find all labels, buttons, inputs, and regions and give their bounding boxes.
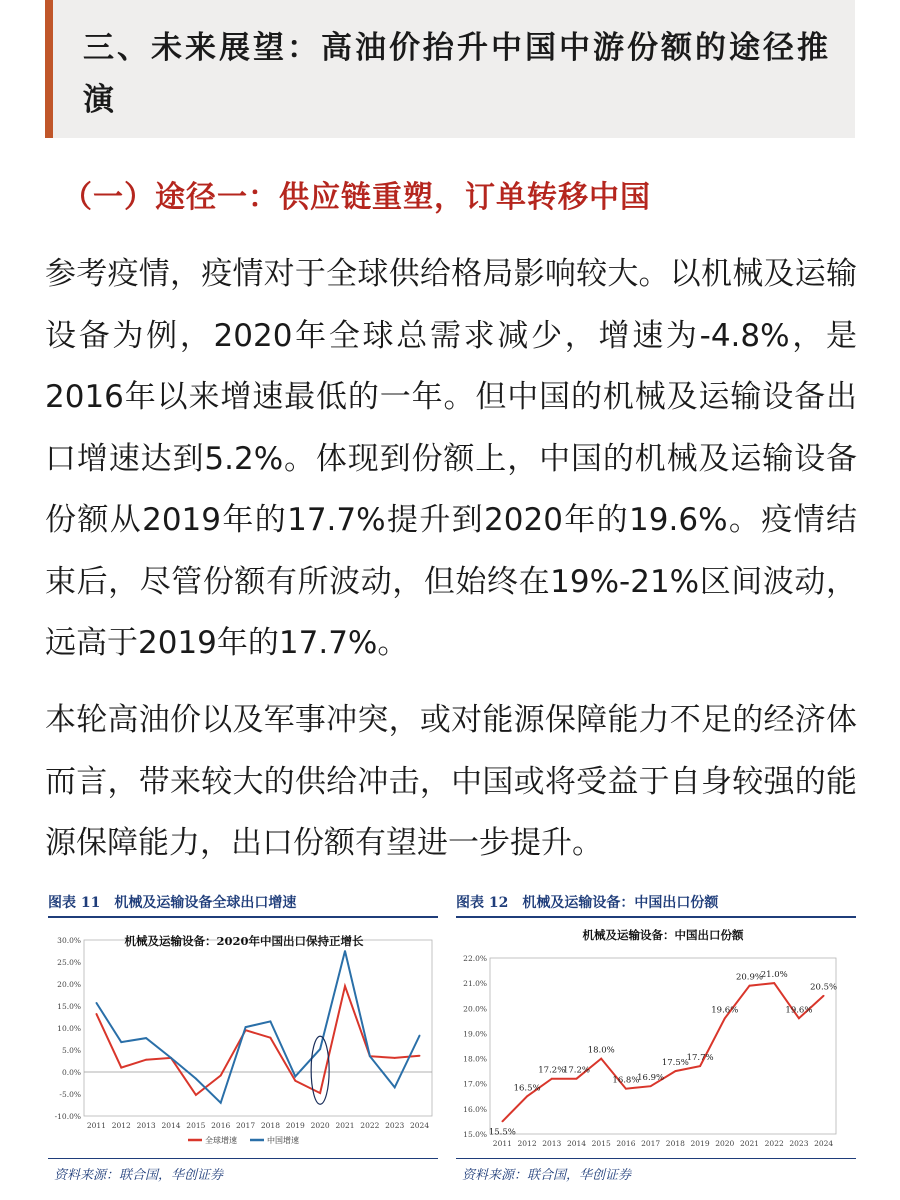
- chart-11-data-point: [394, 1057, 396, 1059]
- chart-11-series-line-2: [96, 951, 419, 1103]
- chart-12-source: 资料来源：联合国，华创证券: [462, 1168, 632, 1183]
- chart-12-heading: 图表 12 机械及运输设备：中国出口份额: [456, 895, 719, 911]
- chart-11-heading: 图表 11 机械及运输设备全球出口增速: [48, 895, 297, 911]
- chart-11-data-point: [419, 1055, 421, 1057]
- chart-12-xtick-label: 2018: [665, 1139, 685, 1148]
- chart-12-ytick-label: 20.0%: [463, 1004, 487, 1014]
- chart-12-source-rule: [456, 1158, 856, 1159]
- chart-12-ytick-label: 19.0%: [463, 1029, 487, 1039]
- section-header: [45, 0, 855, 138]
- chart-12-xtick-label: 2014: [566, 1139, 587, 1148]
- chart-11-xtick-label: 2019: [285, 1121, 305, 1130]
- chart-11-data-point: [220, 1075, 222, 1077]
- chart-12-xtick-label: 2017: [641, 1139, 661, 1148]
- chart-11-data-point: [319, 1092, 321, 1094]
- chart-11-data-point: [369, 1055, 371, 1057]
- chart-12-data-label: 17.2%: [562, 1065, 591, 1076]
- chart-11-data-point: [319, 1048, 321, 1050]
- chart-11-xtick-label: 2016: [211, 1121, 231, 1130]
- chart-12-data-label: 20.9%: [735, 972, 764, 983]
- chart-12-rule: [456, 916, 856, 918]
- chart-12-plot: [456, 922, 856, 1156]
- chart-12-xtick-label: 2016: [616, 1139, 636, 1148]
- chart-11-xtick-label: 2013: [136, 1121, 156, 1130]
- chart-11-data-point: [270, 1037, 272, 1039]
- chart-12-data-label: 17.5%: [661, 1058, 689, 1069]
- chart-11-data-point: [195, 1078, 197, 1080]
- chart-12-data-label: 17.7%: [686, 1053, 714, 1064]
- chart-11-legend-label: 全球增速: [205, 1136, 237, 1145]
- chart-11-data-point: [220, 1102, 222, 1104]
- chart-12-data-point: [749, 985, 751, 987]
- chart-12-xtick-label: 2023: [789, 1139, 809, 1148]
- chart-12-data-point: [798, 1017, 800, 1019]
- chart-12-data-label: 17.2%: [538, 1065, 566, 1076]
- chart-11-data-point: [245, 1026, 247, 1028]
- chart-12-data-point: [724, 1017, 726, 1019]
- chart-11-ytick-label: 25.0%: [57, 958, 81, 967]
- chart-12-data-label: 20.5%: [810, 982, 838, 993]
- chart-12-data-label: 15.5%: [488, 1127, 516, 1138]
- chart-11-series-line-1: [96, 986, 419, 1095]
- chart-11-data-point: [145, 1059, 147, 1061]
- chart-11-data-point: [294, 1080, 296, 1082]
- chart-11-data-point: [96, 1013, 98, 1015]
- chart-12-data-point: [650, 1085, 652, 1087]
- chart-11-ytick-label: 5.0%: [61, 1046, 81, 1055]
- chart-11-ytick-label: 30.0%: [57, 936, 81, 945]
- chart-11-xtick-label: 2021: [335, 1121, 355, 1130]
- chart-12-ytick-label: 15.0%: [463, 1130, 487, 1139]
- chart-12-data-point: [823, 995, 825, 997]
- chart-12-xtick-label: 2021: [739, 1139, 760, 1148]
- chart-11-data-point: [270, 1021, 272, 1023]
- chart-12-xtick-label: 2019: [690, 1139, 710, 1148]
- chart-11-data-point: [394, 1087, 396, 1089]
- chart-11-xtick-label: 2024: [410, 1121, 430, 1130]
- chart-12-title: 机械及运输设备：中国出口份额: [582, 928, 744, 942]
- chart-11-data-point: [344, 950, 346, 952]
- chart-11-xtick-label: 2015: [186, 1121, 206, 1130]
- chart-12-data-point: [551, 1078, 553, 1080]
- chart-11-xtick-label: 2022: [360, 1121, 380, 1130]
- chart-12-data-point: [576, 1078, 578, 1080]
- chart-12-xtick-label: 2012: [517, 1139, 537, 1148]
- chart-11-xtick-label: 2020: [310, 1121, 330, 1130]
- chart-12-data-label: 19.6%: [785, 1005, 813, 1016]
- chart-12-data-point: [674, 1070, 676, 1072]
- chart-11-title: 机械及运输设备：2020年中国出口保持正增长: [124, 934, 364, 948]
- chart-11-plot-frame: [84, 940, 432, 1116]
- chart-11-ytick-label: 10.0%: [57, 1024, 81, 1033]
- chart-12-data-label: 18.0%: [587, 1045, 615, 1056]
- chart-12-xtick-label: 2020: [715, 1139, 735, 1148]
- chart-11-rule: [48, 916, 438, 918]
- chart-12-data-label: 19.6%: [711, 1005, 739, 1016]
- chart-12-data-label: 16.9%: [637, 1073, 665, 1084]
- chart-11-data-point: [96, 1002, 98, 1004]
- chart-12-ytick-label: 21.0%: [463, 979, 487, 989]
- chart-11-source: 资料来源：联合国，华创证券: [54, 1168, 224, 1183]
- chart-12-xtick-label: 2022: [764, 1139, 784, 1148]
- chart-11-xtick-label: 2017: [236, 1121, 256, 1130]
- chart-11-data-point: [195, 1094, 197, 1096]
- chart-11-ytick-label: 20.0%: [57, 980, 81, 989]
- chart-12-data-point: [625, 1088, 627, 1090]
- chart-11-xtick-label: 2014: [161, 1121, 181, 1130]
- chart-12-data-point: [501, 1121, 503, 1123]
- chart-11-legend-label: 中国增速: [267, 1136, 299, 1145]
- chart-11-ytick-label: 15.0%: [57, 1002, 81, 1011]
- chart-12-plot-frame: [490, 958, 836, 1134]
- paragraph-1: 参考疫情，疫情对于全球供给格局影响较大。以机械及运输设备为例，2020年全球总需求减少，增速为-4.8%，是2016年以来增速最低的一年。但中国的机械及运输设备出口增速达到5.2%。体现到份额上，中国的机械及运输设备份额从2019年的17.7%提升到2020年的19.6%。疫情结束后，尽管份额有所波动，但始终在19%-21%区间波动，远高于2019年的17.7%。: [45, 256, 857, 661]
- chart-12-xtick-label: 2024: [814, 1139, 834, 1148]
- chart-11-data-point: [145, 1037, 147, 1039]
- chart-12-series-line: [502, 983, 823, 1121]
- chart-11-panel: [48, 892, 438, 1192]
- chart-12-data-label: 16.5%: [513, 1083, 541, 1094]
- chart-12-panel: [456, 892, 856, 1192]
- section-title: 三、未来展望：高油价抬升中国中游份额的途径推演: [83, 30, 831, 118]
- chart-12-ytick-label: 18.0%: [463, 1054, 487, 1064]
- chart-12-data-label: 21.0%: [760, 970, 788, 981]
- chart-11-data-point: [120, 1067, 122, 1069]
- section-accent-bar: [45, 0, 53, 138]
- chart-11-data-point: [294, 1076, 296, 1078]
- chart-11-source-rule: [48, 1158, 438, 1159]
- chart-11-xtick-label: 2012: [111, 1121, 131, 1130]
- chart-11-xtick-label: 2011: [86, 1121, 106, 1130]
- chart-12-data-point: [773, 982, 775, 984]
- chart-11-data-point: [344, 985, 346, 987]
- chart-12-xtick-label: 2011: [492, 1139, 512, 1148]
- chart-12-xtick-label: 2015: [591, 1139, 611, 1148]
- chart-12-ytick-label: 16.0%: [463, 1104, 487, 1114]
- chart-11-ytick-label: 0.0%: [61, 1068, 81, 1077]
- chart-11-ytick-label: -10.0%: [54, 1112, 81, 1121]
- chart-12-data-label: 16.8%: [612, 1075, 640, 1086]
- chart-11-ytick-label: -5.0%: [59, 1090, 81, 1099]
- chart-11-plot: [48, 922, 438, 1156]
- chart-12-ytick-label: 17.0%: [463, 1079, 487, 1089]
- subsection-title: （一）途径一：供应链重塑，订单转移中国: [62, 180, 651, 215]
- chart-11-data-point: [419, 1035, 421, 1037]
- chart-12-data-point: [600, 1058, 602, 1060]
- chart-11-data-point: [120, 1041, 122, 1043]
- chart-11-xtick-label: 2018: [260, 1121, 280, 1130]
- chart-12-xtick-label: 2013: [542, 1139, 562, 1148]
- chart-11-xtick-label: 2023: [385, 1121, 405, 1130]
- paragraph-2: 本轮高油价以及军事冲突，或对能源保障能力不足的经济体而言，带来较大的供给冲击，中国或将受益于自身较强的能源保障能力，出口份额有望进一步提升。: [45, 702, 857, 861]
- chart-12-data-point: [526, 1095, 528, 1097]
- chart-12-ytick-label: 22.0%: [463, 954, 487, 963]
- chart-12-data-point: [699, 1065, 701, 1067]
- chart-11-data-point: [170, 1057, 172, 1059]
